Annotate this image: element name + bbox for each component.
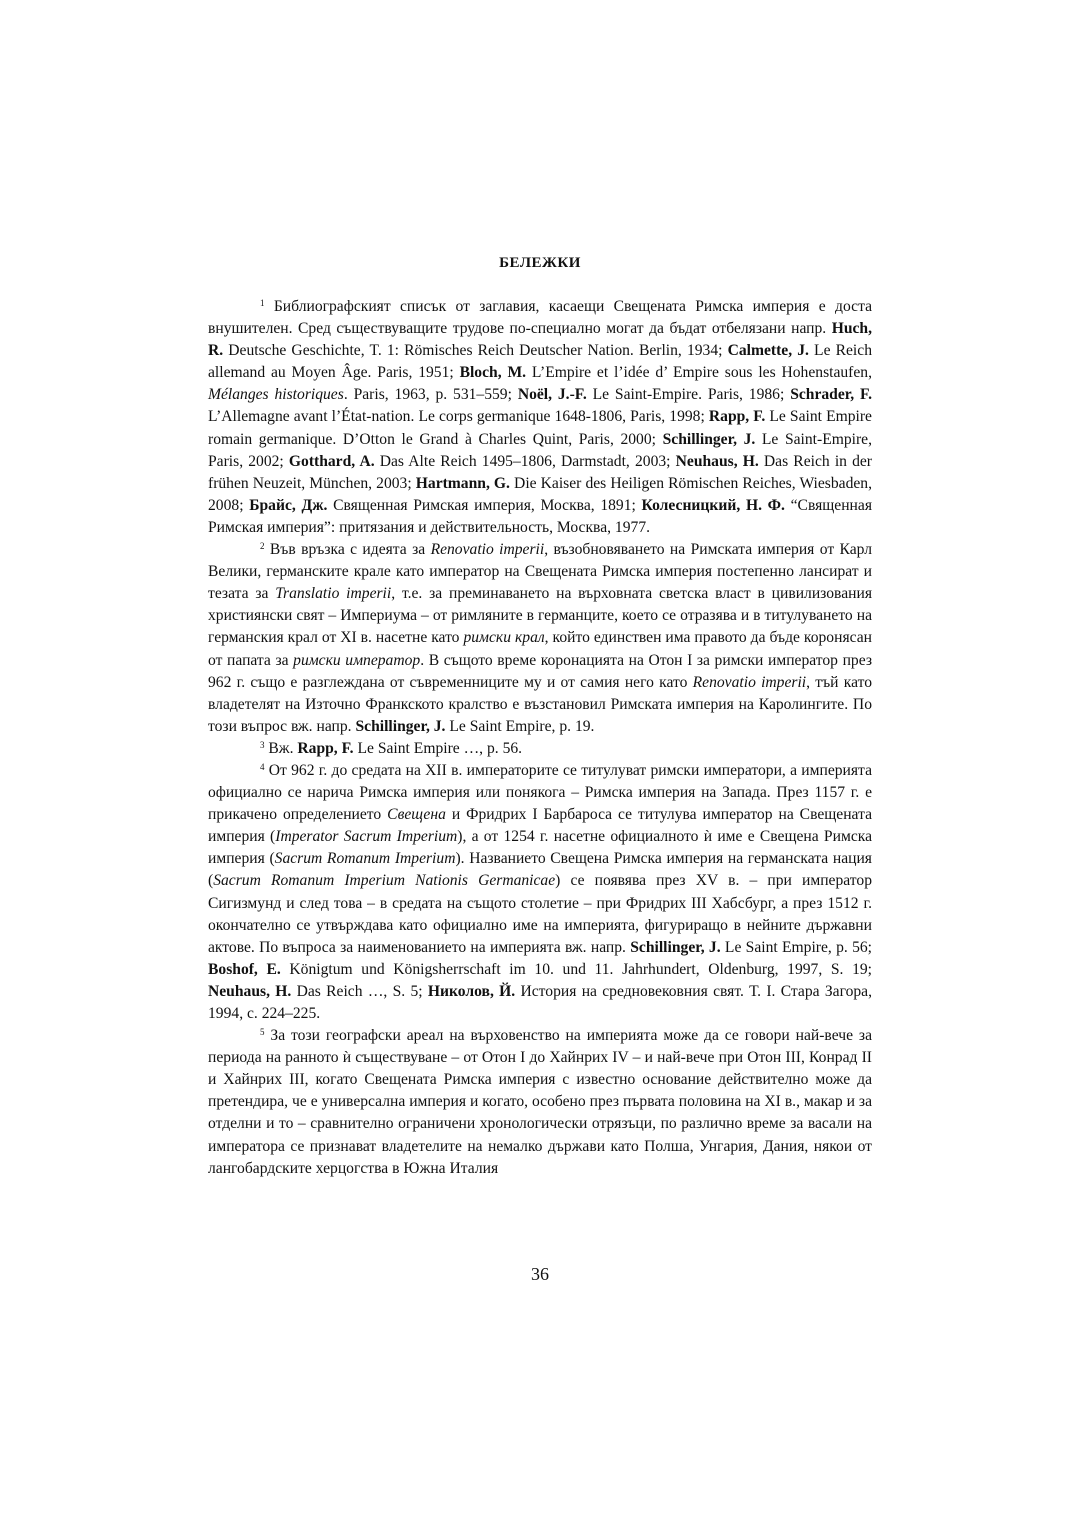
note-text: ), а от 1254 г. насетне официалното ѝ име е Свещена Римска империя ( xyxy=(208,828,873,868)
author-name: Bloch, M. xyxy=(459,364,527,382)
italic-term: Sacrum Romanum Imperium xyxy=(274,850,456,868)
italic-term: Mélanges historiques xyxy=(208,386,344,404)
note-text: Königtum und Königsherrschaft im 10. und 11. Jahrhundert, Oldenburg, 1997, S. 19; xyxy=(280,960,873,978)
italic-term: Translatio imperii xyxy=(275,585,392,603)
author-name: Schillinger, J. xyxy=(630,938,721,956)
note-text: За този географски ареал на върховенство на империята може да се говори най-вече за периода на ранното ѝ съществуване – от Отон I до Хайнрих IV – и най-вече при Отон III, Конрад II и Хайнрих III, когато Свещената Римска империя с известно основание действително може да претендира, че е универсална империя и когато, особено през първата половина на XI в., макар и за отделни и то – сравнително ограничени хронологически отрязъци, по различно време за васали на императора се признават владетелите на немалко държави като Полша, Унгария, Дания, някои от лангобардските херцогства в Южна Италия xyxy=(208,1027,872,1177)
footnotes-section xyxy=(208,296,872,1180)
author-name: Николов, Й. xyxy=(427,982,516,1000)
note-text: Библиографският списък от заглавия, касаещи Свещената Римска империя е доста внушителен. Сред съществуващите трудове по-специално могат да бъдат отбелязани напр. xyxy=(208,298,873,338)
italic-term: Renovatio imperii xyxy=(692,673,807,691)
author-name: Колесницкий, Н. Ф. xyxy=(641,496,785,514)
note-text: , който единствен има правото да бъде коронясан от папата за xyxy=(208,629,872,669)
note-text: Le Saint Empire romain germanique. D’Otton le Grand à Charles Quint, Paris, 2000; xyxy=(208,408,872,448)
note-text: Die Kaiser des Heiligen Römischen Reiches, Wiesbaden, 2008; xyxy=(208,474,872,514)
note-text: , т.е. за преминаването на върховната светска власт в цивилизования християнски свят – Империума – от римляните в германците, което се отразява и в титулуването на германския крал от XI в. насетне като xyxy=(208,585,872,647)
note-text: Le Reich allemand au Moyen Âge. Paris, 1951; xyxy=(208,342,872,382)
author-name: Gotthard, A. xyxy=(288,452,375,470)
note-text: История на средновековния свят. Т. I. Стара Загора, 1994, с. 224–225. xyxy=(208,982,873,1022)
note-text: Das Reich …, S. 5; xyxy=(291,982,428,1000)
note-text: , възобновяването на Римската империя от Карл Велики, германските крале като император на Свещената Римска империя постепенно лансират и тезата за xyxy=(208,541,872,603)
note-text: Le Saint Empire, p. 56; xyxy=(720,938,872,956)
note-4 xyxy=(208,760,872,1025)
author-name: Rapp, F. xyxy=(708,408,766,426)
note-text: L’Allemagne avant l’État-nation. Le corps germanique 1648-1806, Paris, 1998; xyxy=(208,408,709,426)
italic-term: римски крал xyxy=(463,629,545,647)
author-name: Boshof, E. xyxy=(208,960,281,978)
author-name: Neuhaus, H. xyxy=(208,982,292,1000)
note-text: L’Empire et l’idée d’ Empire sous les Hohenstaufen, xyxy=(526,364,872,382)
footnote-number: 2 xyxy=(260,541,265,552)
note-text: “Священная Римская империя”: притязания и действительность, Москва, 1977. xyxy=(208,496,873,536)
note-text: Le Saint-Empire, Paris, 2002; xyxy=(208,430,872,470)
italic-term: Imperator Sacrum Imperium xyxy=(275,828,458,846)
note-text: . В същото време коронацията на Отон I за римски император през 962 г. също е разглеждана от съвременниците му и от самия него като xyxy=(208,651,872,691)
note-text: Das Reich in der frühen Neuzeit, München, 2003; xyxy=(208,452,872,492)
note-text: . Paris, 1963, p. 531–559; xyxy=(343,386,518,404)
note-text: ). Названието Свещена Римска империя на германската нация ( xyxy=(208,850,872,890)
italic-term: Свещена xyxy=(387,806,446,824)
note-text: и Фридрих I Барбароса се титулува император на Свещената империя ( xyxy=(208,806,872,846)
page-number: 36 xyxy=(531,1264,549,1284)
author-name: Schillinger, J. xyxy=(662,430,756,448)
author-name: Schrader, F. xyxy=(790,386,873,404)
note-text: От 962 г. до средата на XII в. императорите се титулуват римски императори, а империята официално се нарича Римска империя или понякога – Римска империя на Запада. През 1157 г. е прикачено определението xyxy=(208,761,872,824)
footnote-number: 3 xyxy=(260,739,265,750)
footnote-number: 4 xyxy=(260,761,265,772)
note-text: ) се появява през XV в. – при император Сигизмунд и след това – в средата на същото столетие – при Фридрих III Хабсбург, а през 1512 г. окончателно се утвърждава като официално име на империята, фигуриращо в нейните държавни актове. По въпроса за наименованието на империята вж. напр. xyxy=(208,872,872,956)
footnote-number: 1 xyxy=(260,298,265,308)
note-text: , тъй като владетелят на Източно Франкското кралство е възстановил Римската империя на Каролингите. По този въпрос вж. напр. xyxy=(208,673,872,735)
author-name: Huch, R. xyxy=(208,320,872,360)
note-2 xyxy=(208,539,872,738)
author-name: Брайс, Дж. xyxy=(249,496,328,514)
italic-term: римски император xyxy=(293,651,421,669)
author-name: Calmette, J. xyxy=(727,342,809,360)
note-text: Das Alte Reich 1495–1806, Darmstadt, 2003; xyxy=(374,452,676,470)
author-name: Schillinger, J. xyxy=(355,717,446,735)
author-name: Hartmann, G. xyxy=(415,474,510,492)
note-text: Священная Римская империя, Москва, 1891; xyxy=(327,496,642,514)
note-3 xyxy=(208,738,872,760)
note-text: Le Saint Empire, p. 19. xyxy=(445,717,595,735)
author-name: Rapp, F. xyxy=(297,739,354,757)
italic-term: Sacrum Romanum Imperium Nationis Germanicae xyxy=(213,872,556,890)
note-text: Le Saint-Empire. Paris, 1986; xyxy=(586,386,791,404)
note-5 xyxy=(208,1025,872,1180)
note-text: Le Saint Empire …, p. 56. xyxy=(353,739,523,757)
note-1 xyxy=(208,296,872,539)
author-name: Neuhaus, H. xyxy=(675,452,759,470)
note-text: Вж. xyxy=(268,739,298,757)
page-title: БЕЛЕЖКИ xyxy=(499,255,581,271)
author-name: Noël, J.-F. xyxy=(517,386,587,404)
note-text: Deutsche Geschichte, T. 1: Römisches Reich Deutscher Nation. Berlin, 1934; xyxy=(223,342,728,360)
italic-term: Renovatio imperii xyxy=(430,541,545,559)
footnote-number: 5 xyxy=(260,1027,265,1038)
note-text: Във връзка с идеята за xyxy=(269,541,431,559)
